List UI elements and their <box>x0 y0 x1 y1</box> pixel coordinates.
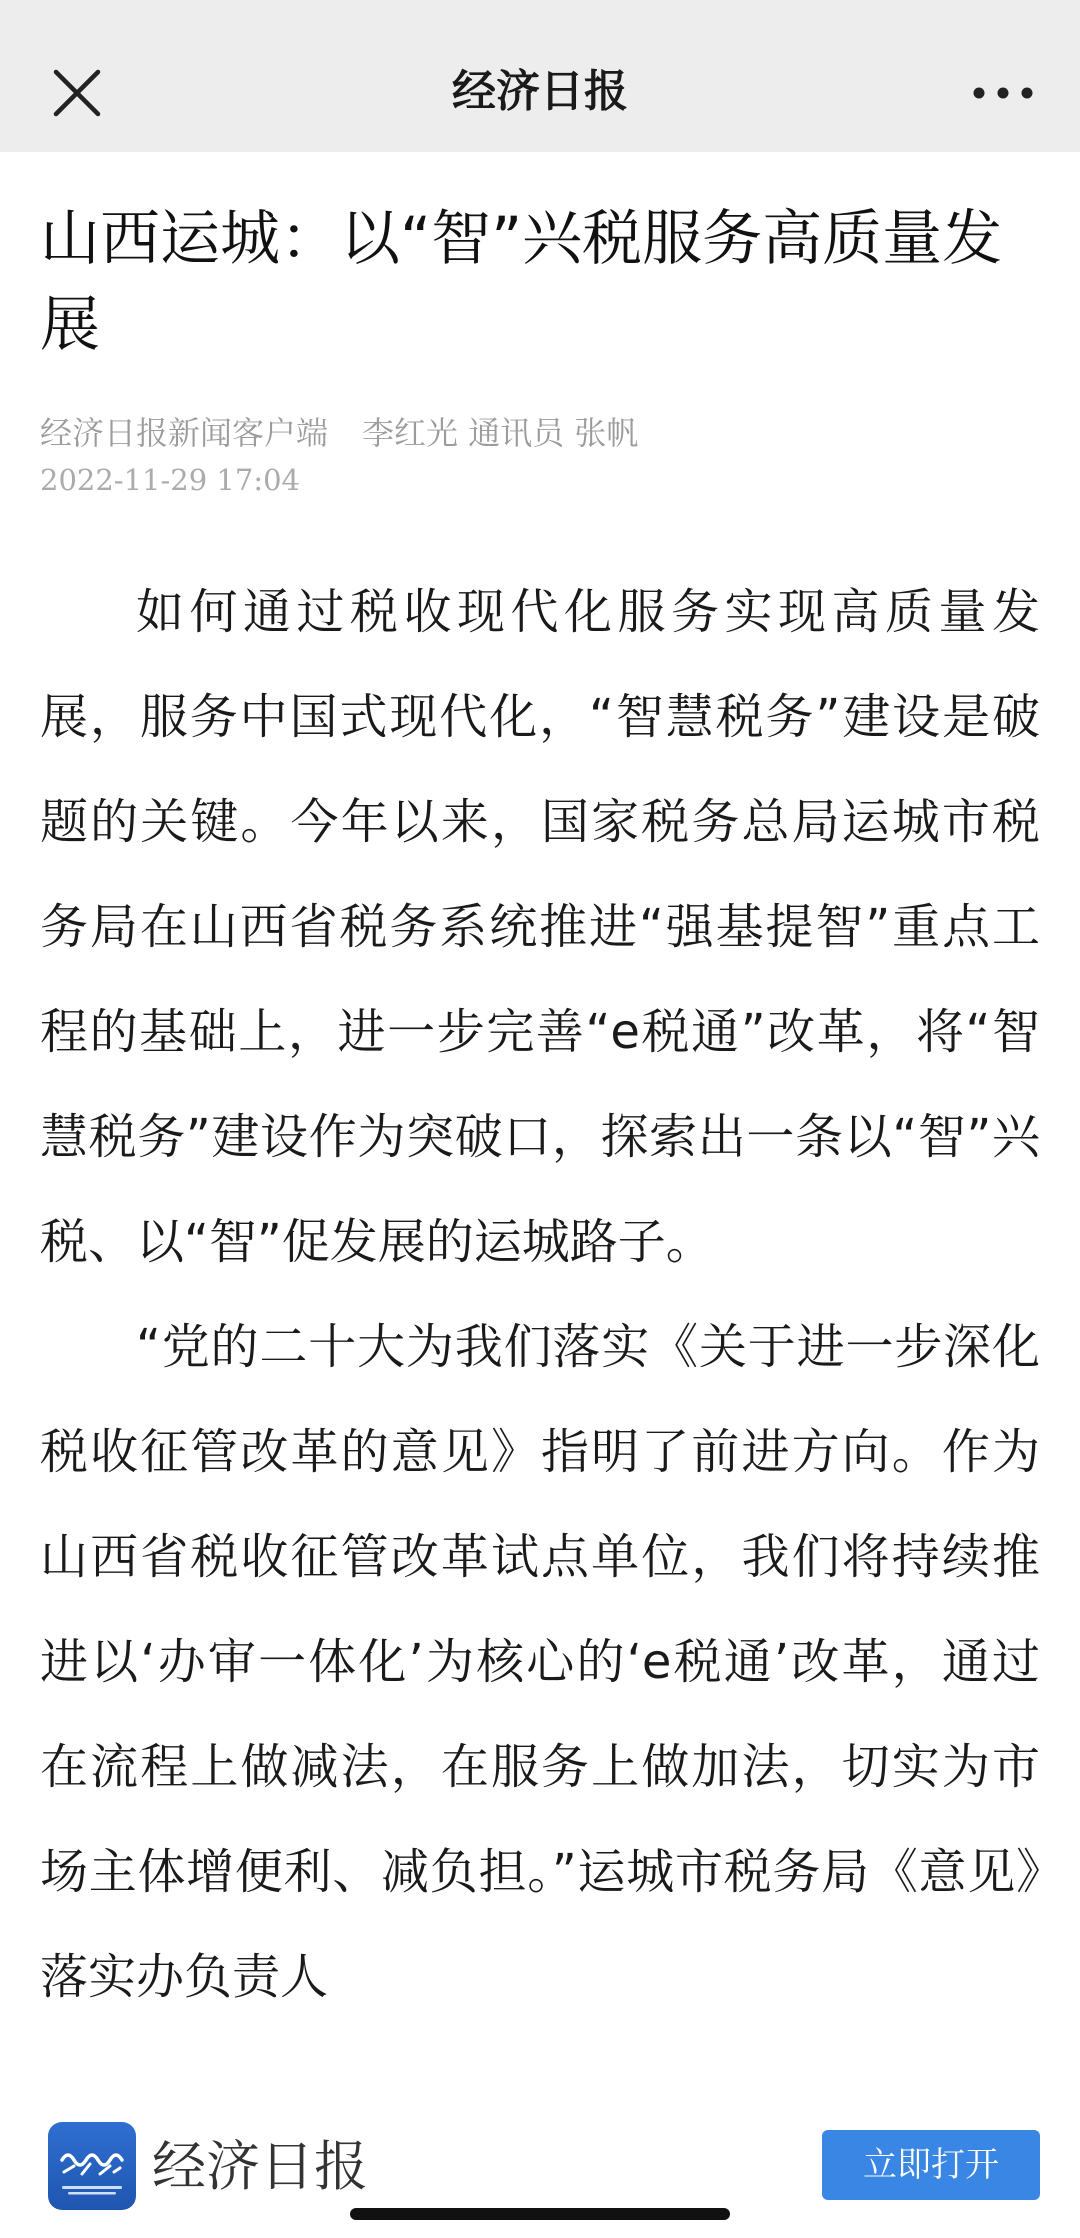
app-name: 经济日报 <box>152 2135 368 2198</box>
page-title: 经济日报 <box>452 66 628 117</box>
top-navigation-bar <box>0 0 1080 152</box>
article-body <box>40 560 1040 2030</box>
article-byline <box>40 410 638 456</box>
article-date: 2022-11-29 17:04 <box>40 463 300 497</box>
article-paragraph: “党的二十大为我们落实《关于进一步深化税收征管改革的意见》指明了前进方向。作为山西省税收征管改革试点单位，我们将持续推进以‘办审一体化’为核心的‘e税通’改革，通过在流程上做减法，在服务上做加法，切实为市场主体增便利、减负担。”运城市税务局《意见》落实办负责人 <box>40 1319 1040 2005</box>
article-author: 李红光 通讯员 张帆 <box>362 414 639 452</box>
economic-daily-logo-icon <box>48 2122 136 2210</box>
open-app-button[interactable]: 立即打开 <box>822 2130 1040 2200</box>
article-title: 山西运城：以“智”兴税服务高质量发展 <box>40 204 1003 360</box>
article-source: 经济日报新闻客户端 <box>40 414 329 452</box>
article-paragraph: 如何通过税收现代化服务实现高质量发展，服务中国式现代化，“智慧税务”建设是破题的关键。今年以来，国家税务总局运城市税务局在山西省税务系统推进“强基提智”重点工程的基础上，进一步完善“e税通”改革，将“智慧税务”建设作为突破口，探索出一条以“智”兴税、以“智”促发展的运城路子。 <box>40 584 1040 1270</box>
more-horizontal-icon[interactable] <box>970 78 1036 108</box>
home-indicator[interactable] <box>350 2208 730 2220</box>
